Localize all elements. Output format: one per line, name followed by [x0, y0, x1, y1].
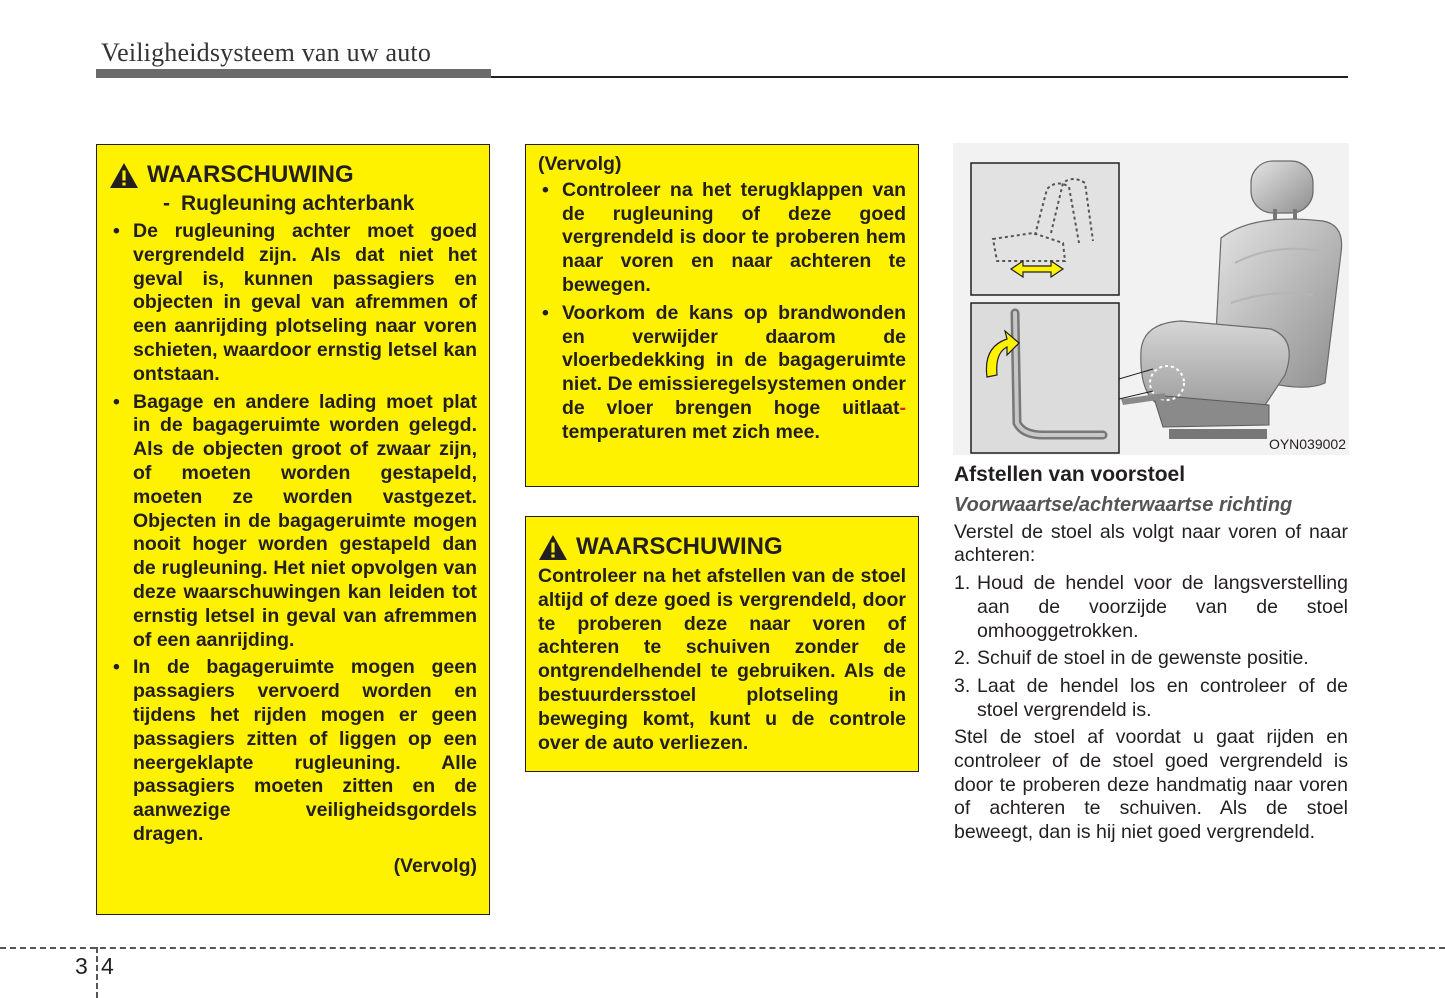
seat-illustration-svg — [953, 143, 1349, 455]
section-heading: Afstellen van voorstoel — [954, 463, 1186, 486]
figure-code: OYN039002 — [1268, 436, 1346, 452]
list-item: • In de bagageruimte mogen geen passagiers vervoerd worden en tijdens het rijden mogen er geen passagiers zitten of liggen op een neergeklapte rugleuning. Alle passagiers moeten zitten en de aanwezige veiligheidsgordels dragen. — [109, 656, 477, 846]
seat-adjustment-illustration — [953, 143, 1349, 455]
warning-box-seat-adjust — [525, 516, 919, 772]
step-text: Schuif de stoel in de gewenste positie. — [977, 647, 1309, 670]
warning-heading — [109, 161, 477, 189]
intro-paragraph: Verstel de stoel als volgt naar voren of naar achteren: — [954, 520, 1348, 567]
step-text: Houd de hendel voor de langsverstelling aan de voorzijde van de stoel omhooggetrokken. — [977, 572, 1348, 642]
right-column-text — [954, 462, 1348, 849]
continued-label: (Vervolg) — [538, 153, 622, 175]
footer-dashed-rule — [0, 947, 1445, 949]
warning-body-text: Controleer na het afstellen van de stoel altijd of deze goed is vergrendeld, door te proberen deze naar voren of achteren te schuiven zonder de ontgrendelhendel te gebruiken. Als de bestuurdersstoel plotseling in beweging komt, kunt u de controle over de auto verliezen. — [538, 565, 906, 754]
warning-triangle-icon — [538, 534, 568, 561]
step-number: 2. — [954, 647, 971, 670]
list-item: • Controleer na het terugklappen van de rugleuning of deze goed vergrendeld is door te proberen hem naar voren en naar achteren te bewegen. — [538, 179, 906, 298]
outro-paragraph: Stel de stoel af voordat u gaat rijden en controleer of de stoel goed vergrendeld is door te proberen deze handmatig naar voren of achteren te schuiven. Als de stoel beweegt, dan is hij niet goed vergrendeld. — [954, 726, 1348, 844]
inset-seat-motion-diagram — [971, 163, 1119, 295]
list-item-text: Voorkom de kans op brandwonden en verwijder daarom de vloerbedekking in de bagageruimte niet. De emissieregelsystemen onder de vloer brengen hoge uitlaat — [562, 301, 906, 419]
step-number: 1. — [954, 572, 971, 595]
list-item — [954, 675, 1348, 722]
inset-lever-diagram — [971, 303, 1119, 453]
steps-list — [954, 572, 1348, 722]
page-number: 4 — [101, 953, 114, 979]
list-item — [538, 302, 906, 445]
warning-subheading-text: Rugleuning achterbank — [181, 192, 415, 215]
step-text: Laat de hendel los en controleer of de stoel vergrendeld is. — [977, 674, 1348, 721]
list-item: • Bagage en andere lading moet plat in de bagageruimte worden gelegd. Als de objecten groot of zwaar zijn, of moeten worden gestapeld, moeten ze worden vastgezet. Objecten in de bagageruimte mogen nooit hoger worden gestapeld dan de rugleuning. Het niet opvolgen van deze waarschuwingen kan leiden tot ernstig letsel in geval van afremmen of een aanrijding. — [109, 391, 477, 653]
continued-label: (Vervolg) — [393, 854, 477, 877]
list-item: • De rugleuning achter moet goed vergrendeld zijn. Als dat niet het geval is, kunnen passagiers en objecten in geval van afremmen of een aanrijding plotseling naar voren schieten, waardoor ernstig letsel kan ontstaan. — [109, 220, 477, 387]
list-item — [954, 647, 1348, 671]
warning-triangle-icon — [109, 162, 139, 189]
warning-heading-text: WAARSCHUWING — [576, 533, 783, 560]
warning-box-continued — [525, 144, 919, 487]
seat-image — [1121, 161, 1342, 439]
page-section-number: 3 — [75, 953, 88, 979]
hyphen-mark: - — [899, 396, 906, 419]
header-rule-thin — [491, 76, 1348, 78]
warning-bullet-list — [538, 179, 906, 445]
warning-subheading: - Rugleuning achterbank — [163, 192, 415, 215]
warning-box-rear-seatback — [96, 144, 490, 915]
warning-heading-text: WAARSCHUWING — [147, 161, 354, 188]
list-item — [954, 572, 1348, 643]
footer-dashed-divider — [96, 947, 98, 998]
page-section-title: Veiligheidsysteem van uw auto — [101, 38, 432, 67]
warning-bullet-list — [109, 220, 477, 847]
section-subheading: Voorwaartse/achterwaartse richting — [954, 494, 1293, 516]
list-item-text-end: temperaturen met zich mee. — [562, 420, 820, 443]
step-number: 3. — [954, 674, 971, 697]
header-rule-thick — [96, 69, 491, 78]
warning-heading — [538, 533, 906, 561]
